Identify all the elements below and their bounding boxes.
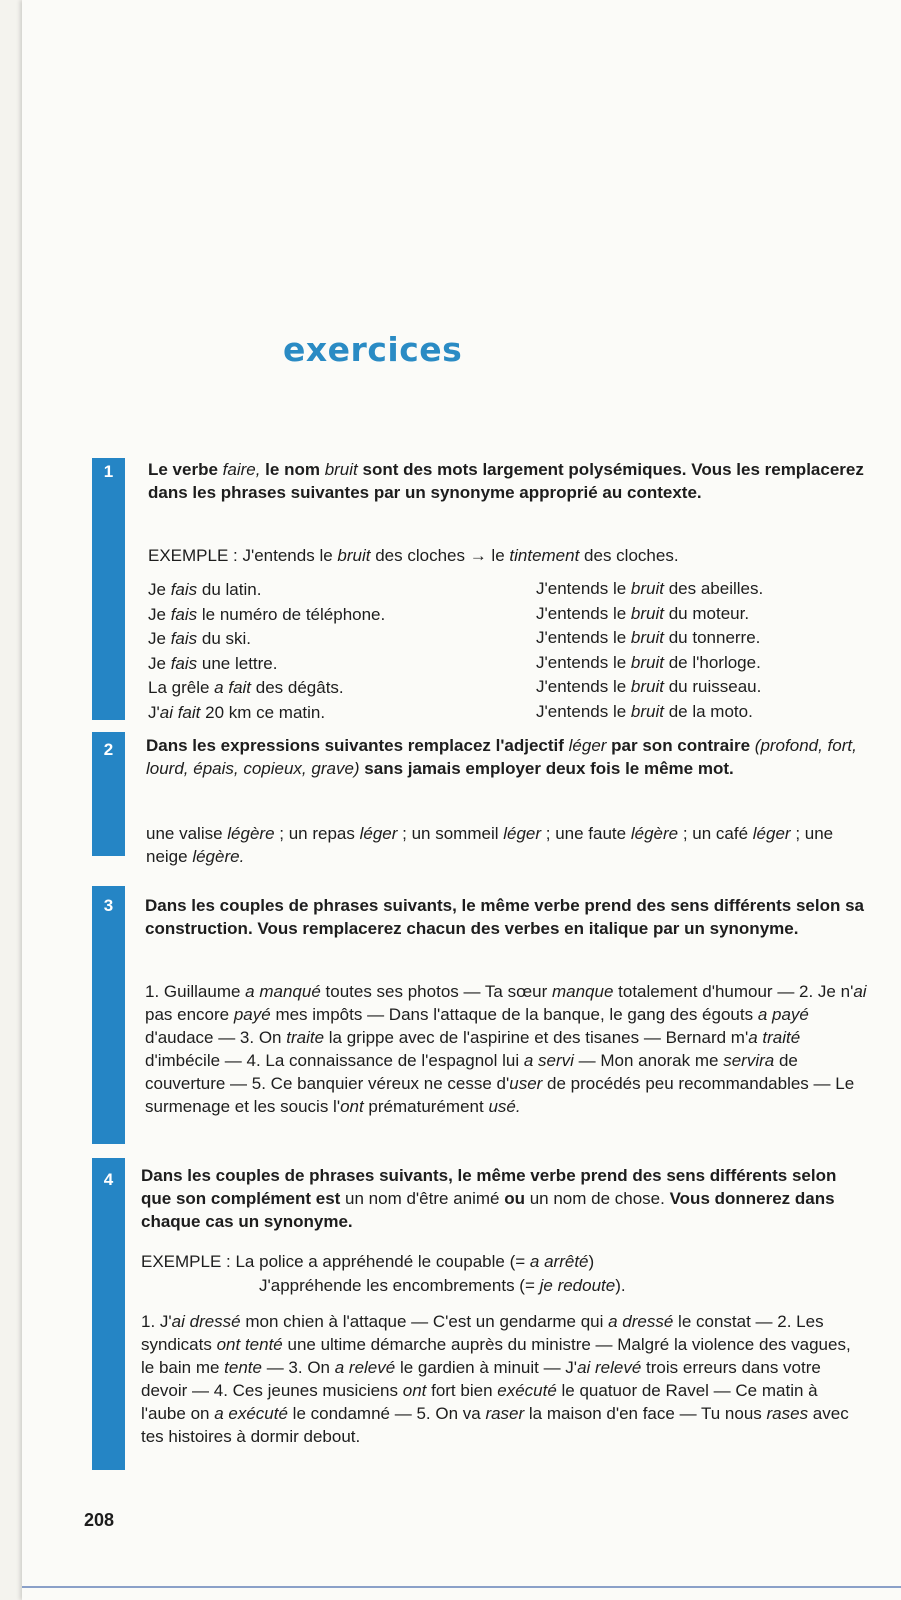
exercise-3-body: 1. Guillaume a manqué toutes ses photos — Ta sœur manque totalement d'humour — 2. Je n'ai pas encore payé mes impôts — Dans l'attaque de la banque, le gang des égouts a payé d'audace — 3. On traite la grippe avec de l'aspirine et des tisanes — Bernard m'a traité d'imbécile — 4. La connaissance de l'espagnol lui a servi — Mon anorak me servira de couverture — 5. Ce banquier véreux ne cesse d'user de procédés peu recommandables — Le surmenage et les soucis l'ont prématurément usé. bbox=[145, 982, 867, 1116]
exercise-1-number: 1 bbox=[103, 462, 114, 481]
page-title: exercices bbox=[283, 330, 463, 369]
exercise-4-bar bbox=[92, 1158, 125, 1470]
exercise-1-bar bbox=[92, 458, 125, 720]
list-item: J'entends le bruit du tonnerre. bbox=[536, 628, 761, 647]
list-item: J'entends le bruit du ruisseau. bbox=[536, 677, 762, 696]
list-item: Je fais du latin. bbox=[148, 580, 262, 599]
exercise-1-example: EXEMPLE : J'entends le bruit des cloches → le tintement des cloches. bbox=[148, 546, 679, 565]
exercise-3-bar bbox=[92, 886, 125, 1144]
exercise-2-number: 2 bbox=[103, 740, 114, 759]
exercise-2-question: Dans les expressions suivantes remplacez l'adjectif léger par son contraire (profond, fort, lourd, épais, copieux, grave) sans jamais employer deux fois le même mot. bbox=[146, 736, 857, 778]
list-item: J'entends le bruit de la moto. bbox=[536, 701, 753, 721]
exercise-4-example-2: J'appréhende les encombrements (= je redoute). bbox=[259, 1276, 626, 1295]
list-item: J'entends le bruit du moteur. bbox=[536, 603, 750, 623]
exercise-4-question: Dans les couples de phrases suivants, le même verbe prend des sens différents selon que son complément est un nom d'être animé ou un nom de chose. Vous donnerez dans chaque cas un synonyme. bbox=[141, 1166, 837, 1231]
exercise-1-question: Le verbe faire, le nom bruit sont des mots largement polysémiques. Vous les remplacerez dans les phrases suivantes par un synonyme approprié au contexte. bbox=[148, 460, 864, 502]
exercise-3-number: 3 bbox=[103, 896, 114, 915]
exercise-1-list-left bbox=[148, 578, 508, 725]
list-item: Je fais une lettre. bbox=[148, 653, 278, 673]
page-number: 208 bbox=[84, 1510, 115, 1530]
exercise-1-list-right bbox=[536, 577, 866, 724]
list-item: J'entends le bruit des abeilles. bbox=[536, 579, 764, 598]
list-item: J'ai fait 20 km ce matin. bbox=[148, 702, 326, 722]
list-item: Je fais le numéro de téléphone. bbox=[148, 604, 386, 624]
exercise-4-example-1: EXEMPLE : La police a appréhendé le coupable (= a arrêté) bbox=[141, 1252, 595, 1271]
exercise-2-body: une valise légère ; un repas léger ; un sommeil léger ; une faute légère ; un café léger ; une neige légère. bbox=[146, 824, 834, 866]
list-item: Je fais du ski. bbox=[148, 629, 252, 648]
exercise-3-question: Dans les couples de phrases suivants, le même verbe prend des sens différents selon sa construction. Vous remplacerez chacun des verbes en italique par un synonyme. bbox=[145, 896, 865, 938]
bottom-divider bbox=[22, 1586, 901, 1588]
exercise-4-number: 4 bbox=[103, 1170, 114, 1189]
list-item: J'entends le bruit de l'horloge. bbox=[536, 652, 761, 672]
exercise-4-body: 1. J'ai dressé mon chien à l'attaque — C'est un gendarme qui a dressé le constat — 2. Les syndicats ont tenté une ultime démarche auprès du ministre — Malgré la violence des vagues, le bain me tente — 3. On a relevé le gardien à minuit — J'ai relevé trois erreurs dans votre devoir — 4. Ces jeunes musiciens ont fort bien exécuté le quatuor de Ravel — Ce matin à l'aube on a exécuté le condamné — 5. On va raser la maison d'en face — Tu nous rases avec tes histoires à dormir debout. bbox=[141, 1312, 851, 1446]
list-item: La grêle a fait des dégâts. bbox=[148, 678, 344, 697]
